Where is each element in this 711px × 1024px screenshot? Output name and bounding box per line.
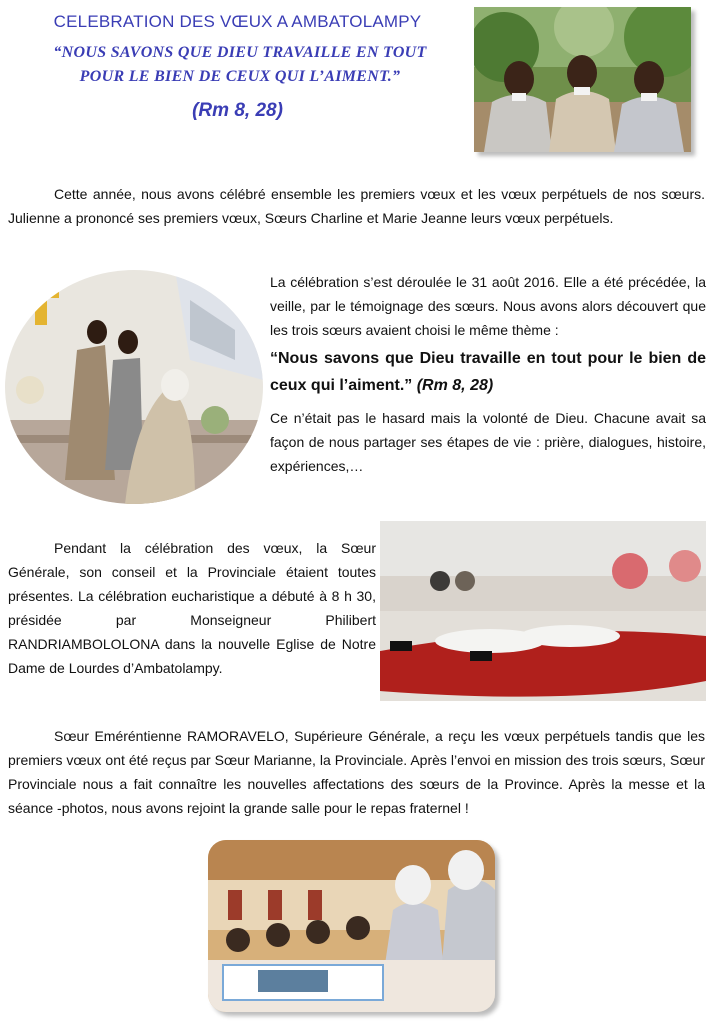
header-quote: “NOUS SAVONS QUE DIEU TRAVAILLE EN TOUT POUR LE BIEN DE CEUX QUI L’AIMENT.” — [53, 44, 427, 85]
celebration-quote-reference: (Rm 8, 28) — [416, 377, 494, 394]
celebration-quote — [270, 345, 706, 399]
celebration-paragraph-2: Ce n’était pas le hasard mais la volonté de Dieu. Chacune avait sa façon de nous partager ses étapes de vie : prière, dialogues, histoire, expériences,… — [270, 410, 706, 474]
mass-paragraph: Pendant la célébration des vœux, la Sœur Générale, son conseil et la Provinciale étaient toutes présentes. La célébration eucharistique a débuté à 8 h 30, présidée par Monseigneur Philibert RANDRIAMBOLOLONA dans la nouvelle Eglise de Notre Dame de Lourdes d’Ambatolampy. — [8, 540, 376, 676]
photo-three-sisters — [474, 7, 691, 152]
photo-vow-ceremony — [5, 270, 263, 504]
photo-fraternal-meal — [208, 840, 495, 1012]
intro-paragraph: Cette année, nous avons célébré ensemble les premiers vœux et les vœux perpétuels de nos sœurs. Julienne a prononcé ses premiers vœux, Sœurs Charline et Marie Jeanne leurs vœux perpétuels. — [8, 186, 705, 226]
closing-paragraph: Sœur Eméréntienne RAMORAVELO, Supérieure Générale, a reçu les vœux perpétuels tandis que les premiers vœux ont été reçus par Sœur Marianne, la Provinciale. Après l’envoi en mission des trois sœurs, Sœur Provinciale nous a fait connaître les nouvelles affectations des sœurs de la Province. Après la messe et la séance -photos, nous avons rejoint la grande salle pour le repas fraternel ! — [8, 728, 705, 816]
celebration-quote-text: “Nous savons que Dieu travaille en tout pour le bien de ceux qui l’aiment.” — [270, 350, 706, 394]
header-reference: (Rm 8, 28) — [192, 100, 283, 121]
photo-prostration — [380, 521, 706, 701]
celebration-paragraph-1: La célébration s’est déroulée le 31 août 2016. Elle a été précédée, la veille, par le témoignage des sœurs. Nous avons alors découvert que les trois sœurs avaient choisi le même thème : — [270, 274, 706, 338]
page-title: CELEBRATION DES VŒUX A AMBATOLAMPY — [53, 12, 422, 31]
